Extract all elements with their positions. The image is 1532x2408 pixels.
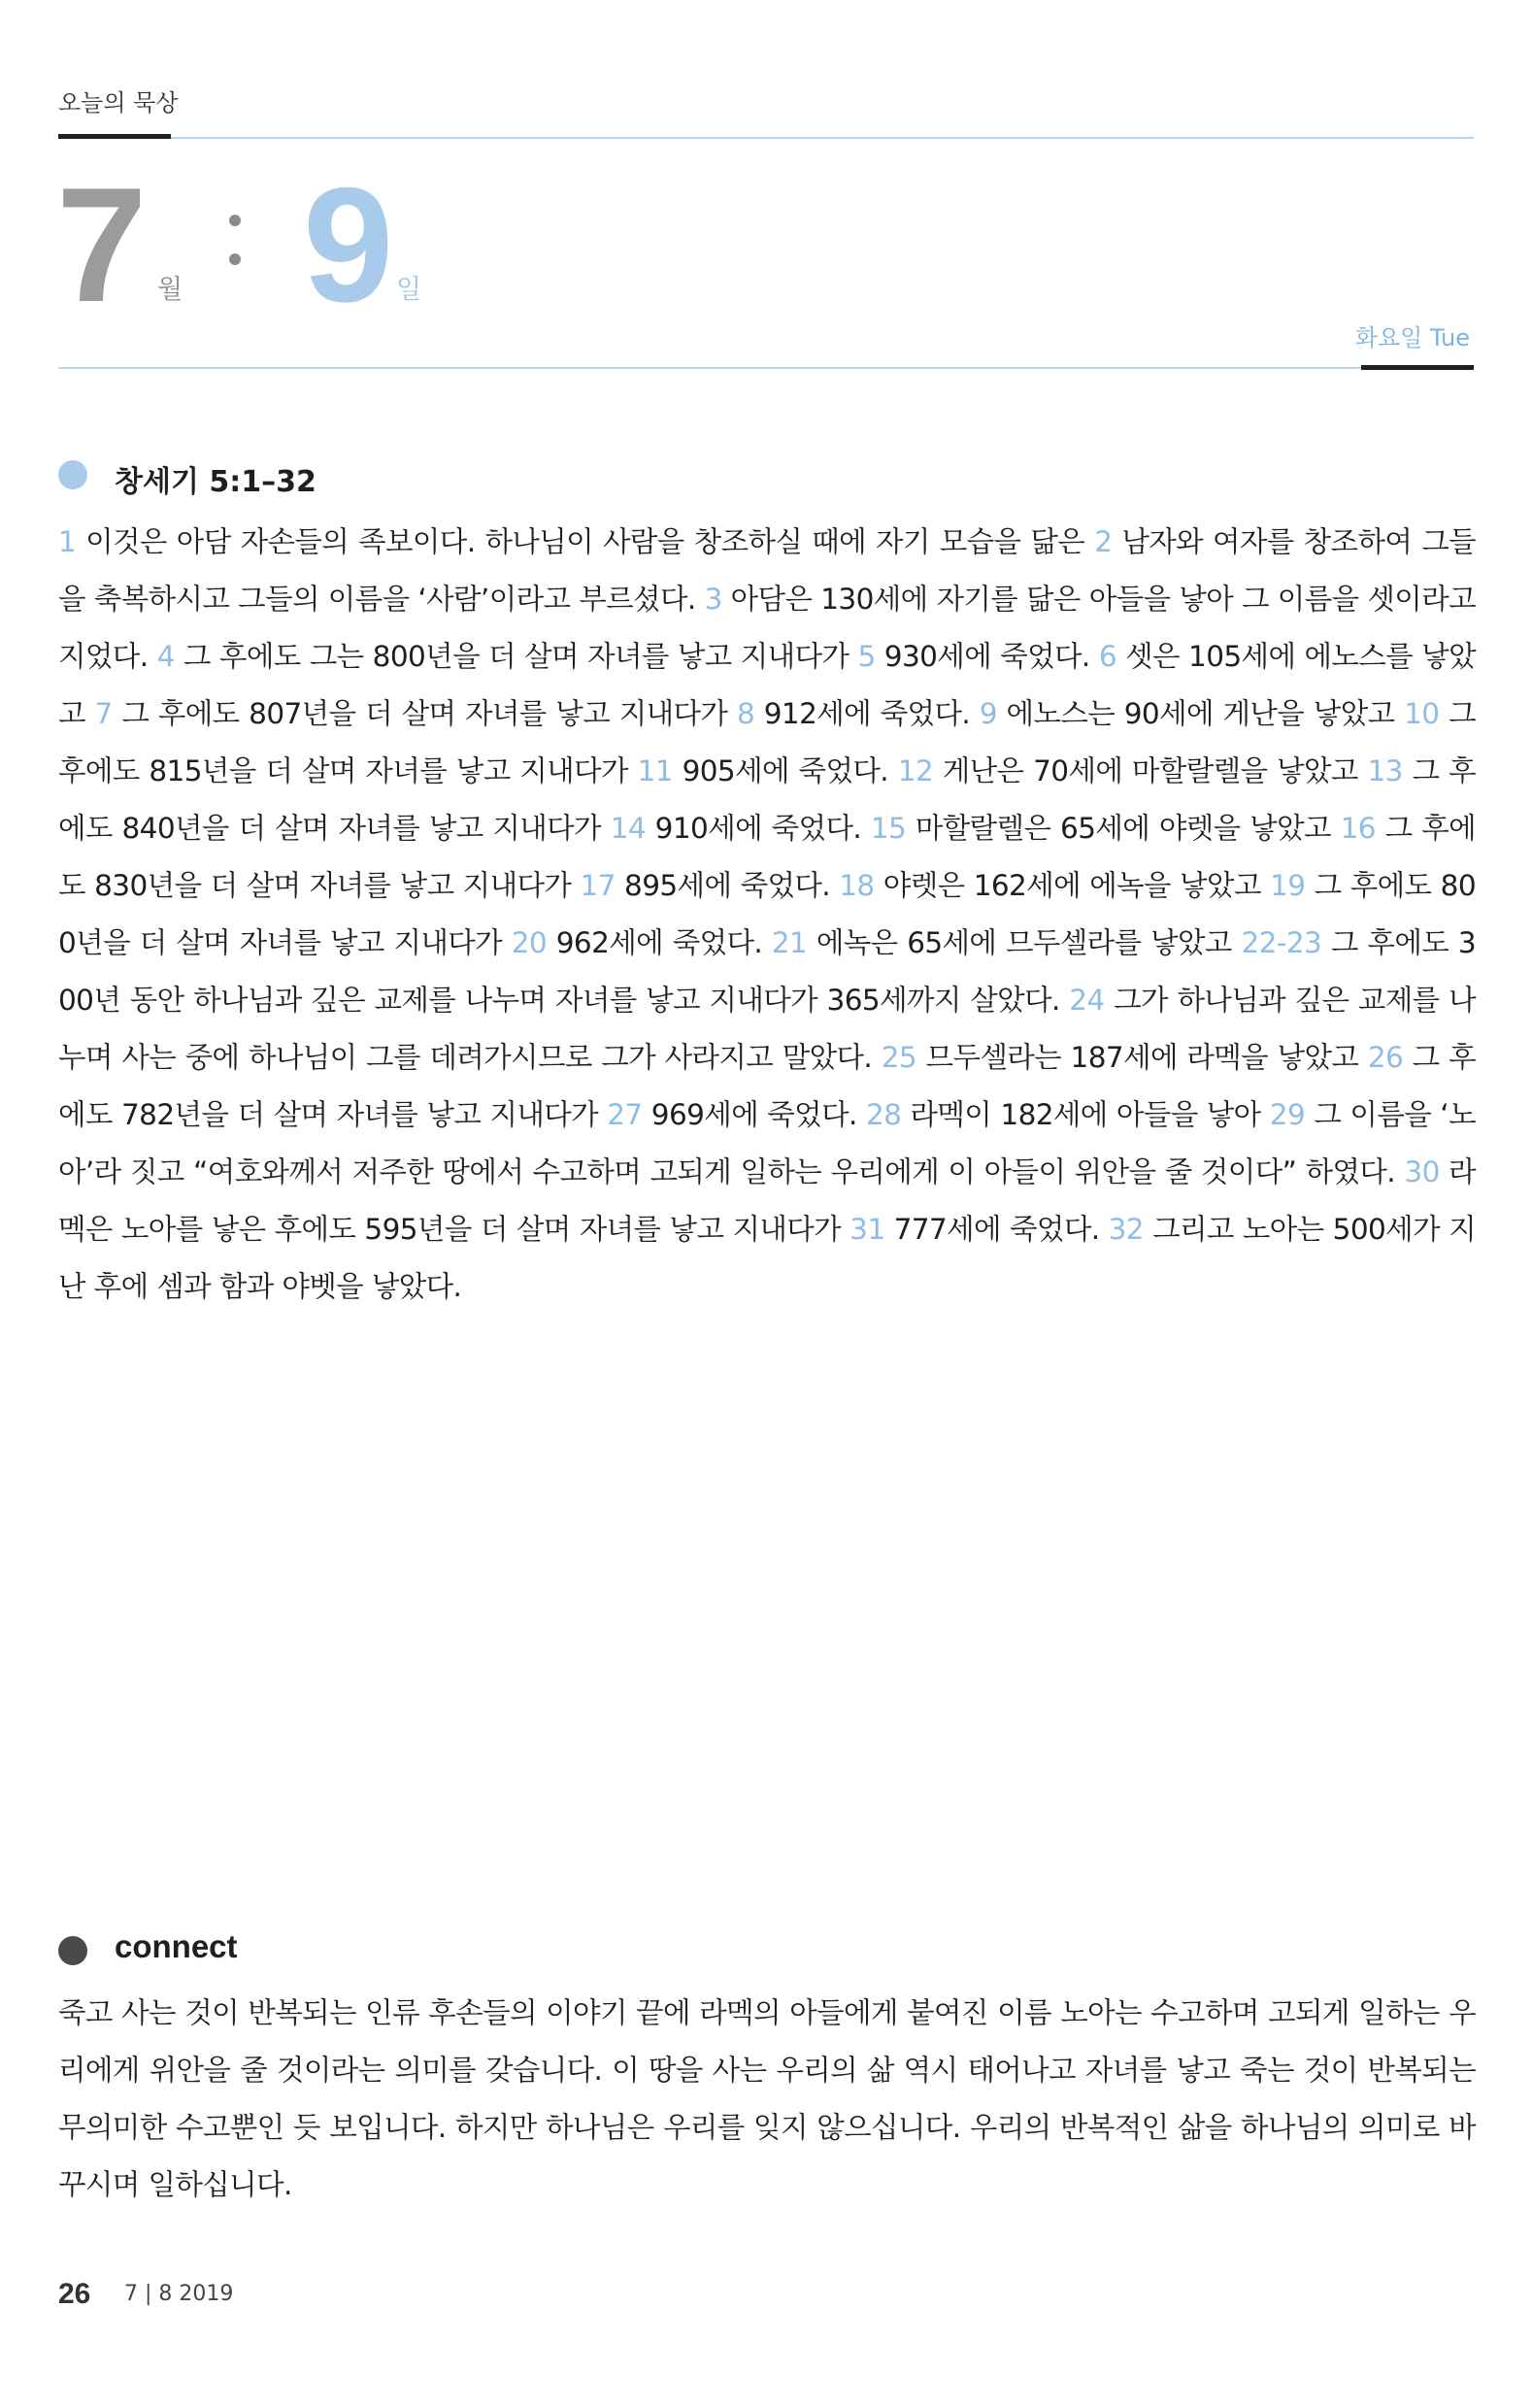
date-month: 7 — [56, 153, 148, 336]
connect-title: connect — [115, 1928, 238, 1964]
verse-text: 그가 하나님과 깊은 교제를 나누며 사는 중에 하나님이 그를 데려가시므로 그가 사라지고 말았다. — [58, 984, 1476, 1074]
verse-text: 아담은 130세에 자기를 닮은 아들을 낳아 그 이름을 셋이라고 지었다. — [58, 583, 1476, 673]
verse-text: 그리고 노아는 500세가 지난 후에 셈과 함과 야벳을 낳았다. — [58, 1213, 1476, 1303]
date-colon-dot-top — [229, 215, 241, 226]
verse-text: 905세에 죽었다. — [672, 754, 898, 787]
verse-number: 12 — [897, 754, 934, 787]
date-accent-bar — [1361, 365, 1474, 370]
verse-number: 18 — [839, 869, 875, 902]
verse-number: 21 — [771, 926, 808, 959]
header-top-rule — [171, 137, 1474, 139]
verse-text: 남자와 여자를 창조하여 그들을 축복하시고 그들의 이름을 ‘사람’이라고 부르셨다. — [58, 525, 1476, 616]
verse-text: 마할랄렐은 65세에 야렛을 낳았고 — [906, 812, 1341, 845]
header-label: 오늘의 묵상 — [58, 89, 179, 117]
verse-number: 14 — [610, 812, 646, 845]
verse-text: 그 후에도 그는 800년을 더 살며 자녀를 낳고 지내다가 — [174, 640, 858, 673]
verse-text: 777세에 죽었다. — [884, 1213, 1109, 1246]
verse-number: 24 — [1069, 984, 1105, 1017]
verse-text: 야렛은 162세에 에녹을 낳았고 — [874, 869, 1271, 902]
verse-text: 그 후에도 782년을 더 살며 자녀를 낳고 지내다가 — [58, 1041, 1476, 1131]
verse-number: 17 — [580, 869, 616, 902]
verse-number: 10 — [1404, 697, 1440, 730]
verse-text: 895세에 죽었다. — [615, 869, 840, 902]
verse-number: 26 — [1367, 1041, 1404, 1074]
verse-number: 9 — [979, 697, 997, 730]
verse-text: 에녹은 65세에 므두셀라를 낳았고 — [807, 926, 1242, 959]
verse-number: 16 — [1340, 812, 1376, 845]
verse-text: 라멕은 노아를 낳은 후에도 595년을 더 살며 자녀를 낳고 지내다가 — [58, 1155, 1476, 1246]
verse-number: 11 — [637, 754, 673, 787]
verse-text: 므두셀라는 187세에 라멕을 낳았고 — [916, 1041, 1368, 1074]
header-accent-bar — [58, 134, 171, 139]
date-weekday: 화요일 Tue — [1354, 324, 1470, 351]
passage-bullet-icon — [58, 460, 87, 489]
verse-text: 그 이름을 ‘노아’라 짓고 “여호와께서 저주한 땅에서 수고하며 고되게 일하는 우리에게 이 아들이 위안을 줄 것이다” 하였다. — [58, 1098, 1476, 1188]
verse-number: 5 — [857, 640, 876, 673]
verse-number: 13 — [1367, 754, 1403, 787]
verse-number: 2 — [1094, 525, 1113, 558]
verse-text: 969세에 죽었다. — [642, 1098, 866, 1131]
verse-text: 그 후에도 840년을 더 살며 자녀를 낳고 지내다가 — [58, 754, 1476, 845]
date-bottom-rule — [58, 367, 1415, 369]
verse-text: 셋은 105세에 에노스를 낳았고 — [58, 640, 1476, 730]
connect-bullet-icon — [58, 1936, 87, 1965]
verse-number: 8 — [736, 697, 755, 730]
verse-number: 27 — [607, 1098, 643, 1131]
verse-number: 7 — [94, 697, 113, 730]
verse-number: 3 — [704, 583, 722, 616]
verse-number: 30 — [1404, 1155, 1440, 1188]
verse-number: 6 — [1098, 640, 1116, 673]
verse-text: 910세에 죽었다. — [646, 812, 871, 845]
issue-label: 7 | 8 2019 — [124, 2282, 234, 2306]
verse-number: 15 — [870, 812, 907, 845]
verse-text: 게난은 70세에 마할랄렐을 낳았고 — [933, 754, 1368, 787]
verse-number: 25 — [881, 1041, 917, 1074]
passage-body — [58, 514, 1476, 1316]
verse-text: 그 후에도 300년 동안 하나님과 깊은 교제를 나누며 자녀를 낳고 지내다가 365세까지 살았다. — [58, 926, 1476, 1017]
connect-body: 죽고 사는 것이 반복되는 인류 후손들의 이야기 끝에 라멕의 아들에게 붙여진 이름 노아는 수고하며 고되게 일하는 우리에게 위안을 줄 것이라는 의미를 갖습니다. 이 땅을 사는 우리의 삶 역시 태어나고 자녀를 낳고 죽는 것이 반복되는 무의미한 수고뿐인 듯 보입니다. 하지만 하나님은 우리를 잊지 않으십니다. 우리의 반복적인 삶을 하나님의 의미로 바꾸시며 일하십니다. — [58, 1996, 1476, 2201]
page-number: 26 — [58, 2278, 91, 2310]
verse-number: 20 — [511, 926, 548, 959]
verse-text: 그 후에도 830년을 더 살며 자녀를 낳고 지내다가 — [58, 812, 1476, 902]
verse-number: 1 — [58, 525, 77, 558]
verse-number: 29 — [1269, 1098, 1306, 1131]
date-month-unit: 월 — [157, 275, 183, 305]
date-colon-dot-bottom — [229, 253, 241, 265]
verse-number: 19 — [1270, 869, 1306, 902]
date-day-unit: 일 — [396, 275, 422, 305]
verse-text: 그 후에도 800년을 더 살며 자녀를 낳고 지내다가 — [58, 869, 1476, 959]
verse-text: 이것은 아담 자손들의 족보이다. 하나님이 사람을 창조하실 때에 자기 모습을 닮은 — [76, 525, 1095, 558]
verse-text: 912세에 죽었다. — [754, 697, 980, 730]
verse-text: 에노스는 90세에 게난을 낳았고 — [996, 697, 1405, 730]
verse-number: 22-23 — [1241, 926, 1322, 959]
verse-text: 930세에 죽었다. — [875, 640, 1099, 673]
verse-number: 4 — [156, 640, 175, 673]
verse-text: 그 후에도 815년을 더 살며 자녀를 낳고 지내다가 — [58, 697, 1476, 787]
verse-number: 31 — [849, 1213, 885, 1246]
verse-text: 962세에 죽었다. — [547, 926, 772, 959]
verse-number: 32 — [1108, 1213, 1144, 1246]
verse-number: 28 — [865, 1098, 902, 1131]
verse-text: 그 후에도 807년을 더 살며 자녀를 낳고 지내다가 — [112, 697, 737, 730]
passage-reference: 창세기 5:1–32 — [115, 465, 316, 499]
verse-text: 라멕이 182세에 아들을 낳아 — [901, 1098, 1270, 1131]
date-day: 9 — [303, 153, 394, 336]
